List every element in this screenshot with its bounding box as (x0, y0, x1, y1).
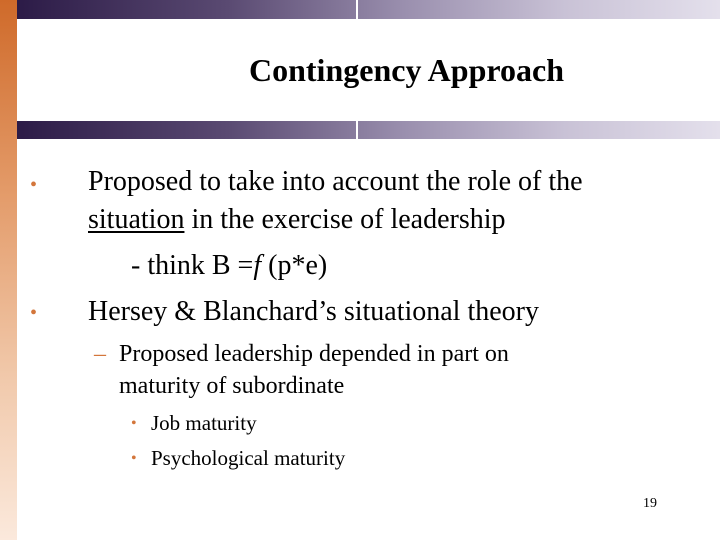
bullet-1-formula (131, 248, 327, 284)
bullet-1-line-2 (88, 202, 506, 238)
subsub-item-job-maturity: Job maturity (151, 411, 257, 435)
left-accent-strip (0, 0, 17, 540)
sub-bullet-line-1: Proposed leadership depended in part on (119, 341, 509, 367)
slide-title: Contingency Approach (248, 52, 564, 88)
sub-bullet-line-2: maturity of subordinate (119, 373, 345, 399)
title-underline-bar (17, 121, 720, 139)
top-decor-bar (17, 0, 720, 19)
sub-dash-marker: – (94, 341, 106, 367)
formula-prefix: - think B = (131, 250, 254, 281)
bullet-marker-2: • (30, 302, 38, 324)
subsub-marker-2: • (131, 450, 137, 467)
page-number: 19 (643, 496, 657, 511)
bullet-1-line-1: Proposed to take into account the role of the (88, 166, 583, 197)
bullet-marker-1: • (30, 174, 38, 196)
bullet-1-line-2-rest: in the exercise of leadership (184, 204, 506, 235)
subsub-marker-1: • (131, 415, 137, 432)
underlined-situation: situation (88, 204, 185, 235)
subsub-item-psych-maturity: Psychological maturity (151, 446, 346, 470)
formula-rest: (p*e) (261, 250, 328, 281)
top-bar-notch (356, 0, 358, 19)
bullet-2-text: Hersey & Blanchard’s situational theory (88, 296, 539, 327)
mid-bar-notch (356, 121, 358, 139)
formula-f: f (253, 250, 262, 281)
